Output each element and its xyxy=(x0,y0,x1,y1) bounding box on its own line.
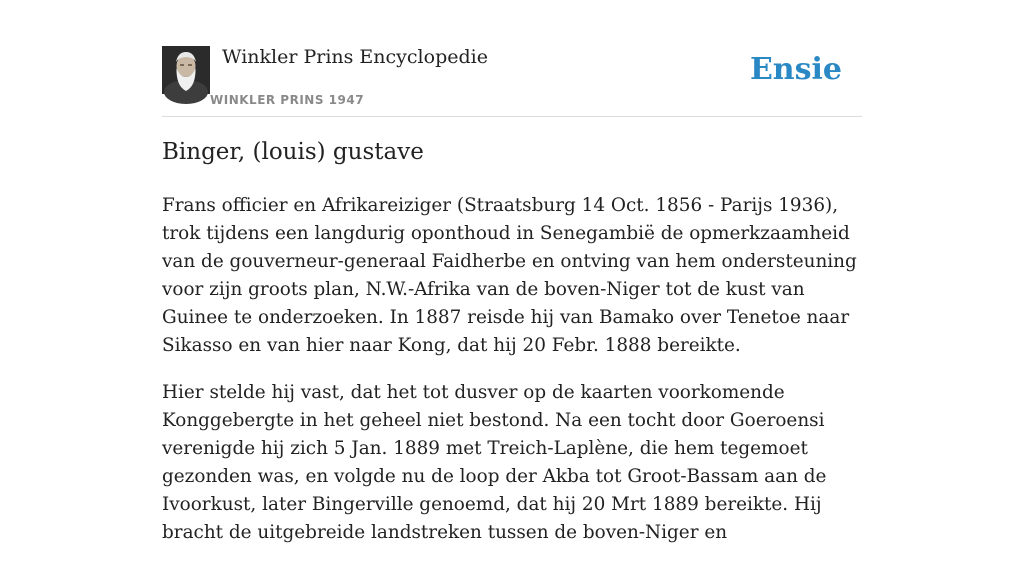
author-avatar[interactable] xyxy=(162,46,210,94)
brand-logo-link[interactable]: Ensie xyxy=(749,52,842,87)
source-name[interactable]: Winkler Prins Encyclopedie xyxy=(222,46,488,68)
portrait-image xyxy=(162,46,210,94)
article-title: Binger, (louis) gustave xyxy=(162,139,424,165)
source-header xyxy=(162,46,862,117)
article-body xyxy=(162,192,868,566)
article-paragraph: Frans officier en Afrikareiziger (Straatsburg 14 Oct. 1856 - Parijs 1936), trok tijdens een langdurig oponthoud in Senegambië de opmerkzaamheid van de gouverneur-generaal Faidherbe en ontving van hem ondersteuning voor zijn groots plan, N.W.-Afrika van de boven-Niger tot de kust van Guinee te onderzoeken. In 1887 reisde hij van Bamako over Tenetoe naar Sikasso en van hier naar Kong, dat hij 20 Febr. 1888 bereikte. xyxy=(162,195,857,356)
source-edition: WINKLER PRINS 1947 xyxy=(210,93,365,107)
article-paragraph: Hier stelde hij vast, dat het tot dusver op de kaarten voorkomende Konggebergte in het geheel niet bestond. Na een tocht door Goeroensi verenigde hij zich 5 Jan. 1889 met Treich-Laplène, die hem tegemoet gezonden was, en volgde nu de loop der Akba tot Groot-Bassam aan de Ivoorkust, later Bingerville genoemd, dat hij 20 Mrt 1889 bereikte. Hij bracht de uitgebreide landstreken tussen de boven-Niger en xyxy=(162,382,827,543)
